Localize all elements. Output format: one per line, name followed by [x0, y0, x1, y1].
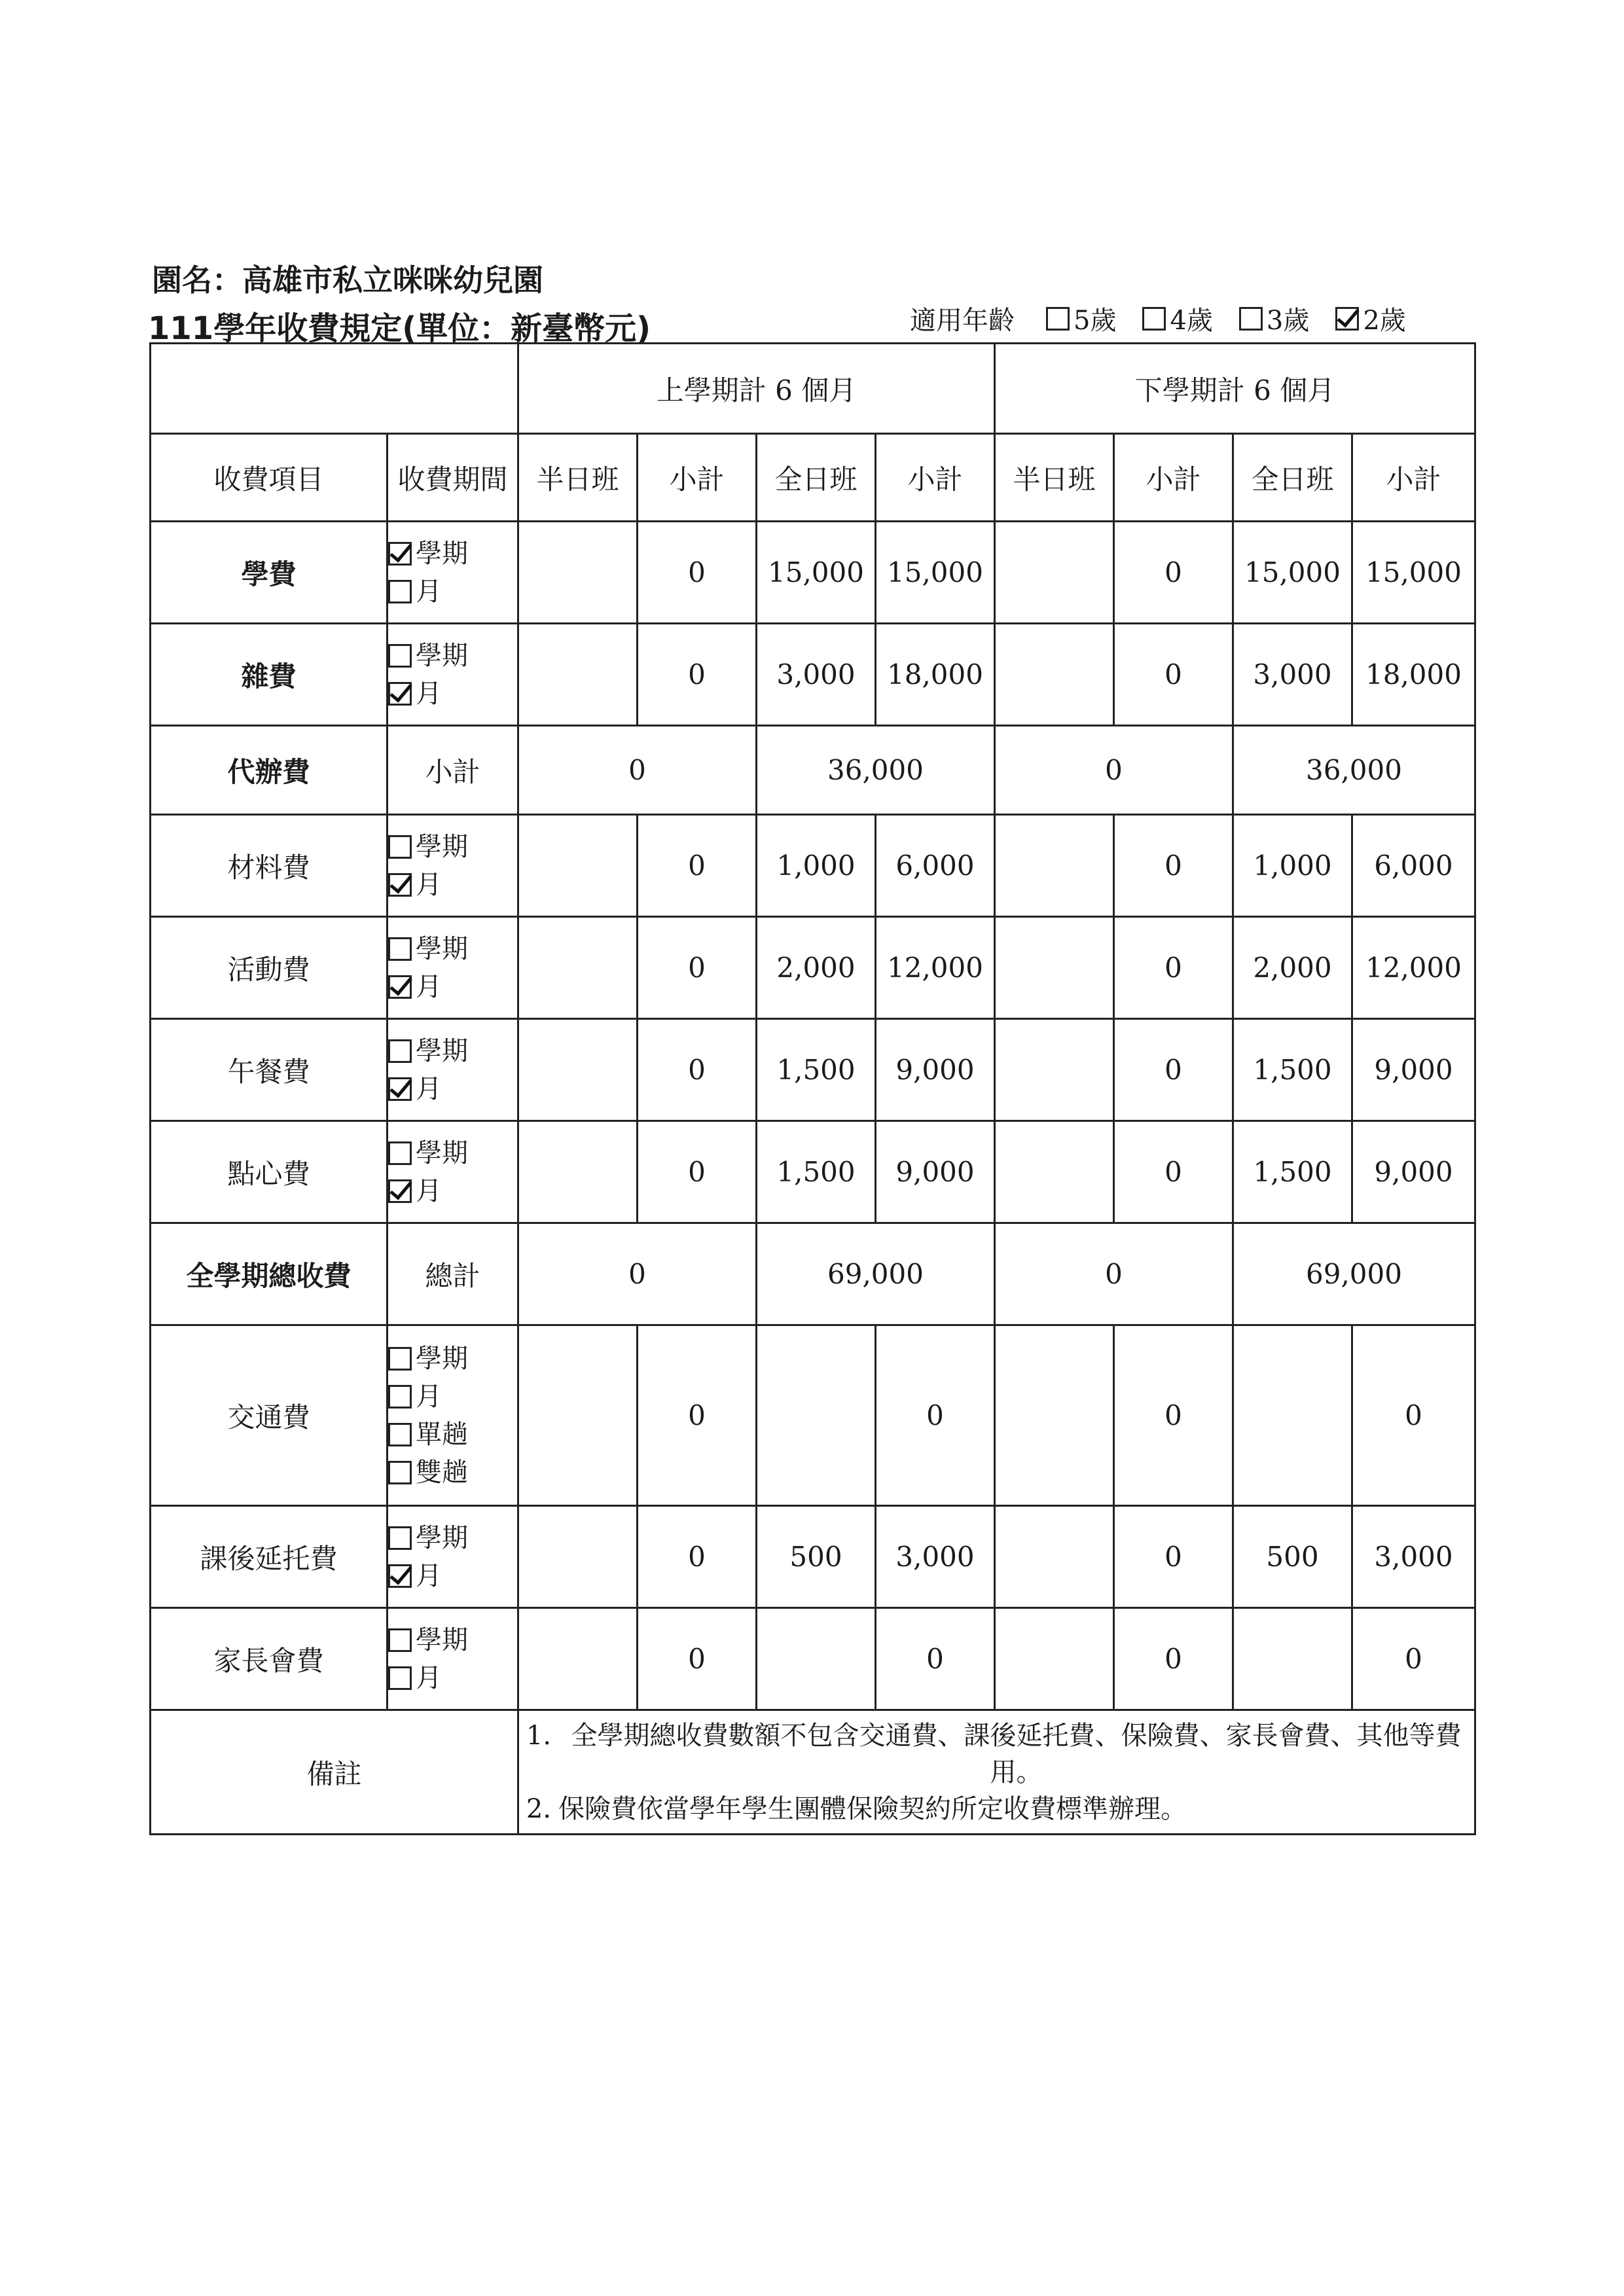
period-option[interactable]: 學期 [388, 637, 517, 675]
checkbox-icon[interactable] [1239, 307, 1263, 331]
checkbox-icon[interactable] [388, 682, 412, 706]
checkbox-icon[interactable] [388, 1385, 412, 1408]
fee-row-total [151, 1223, 1475, 1325]
applicable-age-group [910, 300, 1406, 337]
checkbox-icon[interactable] [388, 975, 412, 999]
period-option[interactable]: 雙趟 [388, 1454, 517, 1492]
period-header: 收費期間 [388, 434, 518, 522]
sem2-full-day: 1,500 [1233, 1019, 1352, 1121]
period-option[interactable]: 學期 [388, 828, 517, 866]
sem2-full-subtotal: 0 [1352, 1608, 1475, 1710]
sem1-full-day: 3,000 [757, 624, 876, 726]
sem2-full-subtotal: 9,000 [1352, 1019, 1475, 1121]
sem2-full-subtotal: 0 [1352, 1325, 1475, 1506]
corner-cell [151, 344, 518, 434]
sem2-full-subtotal: 9,000 [1352, 1121, 1475, 1223]
notes-label: 備註 [151, 1710, 518, 1835]
fee-period-options [388, 1506, 518, 1608]
checkbox-icon[interactable] [1142, 307, 1166, 331]
sem1-full-header: 全日班 [757, 434, 876, 522]
checkbox-icon[interactable] [388, 542, 412, 565]
sem1-half-day [518, 1121, 638, 1223]
fee-row-agency [151, 726, 1475, 815]
sem1-full-day [757, 1608, 876, 1710]
fee-item-name: 代辦費 [151, 726, 388, 815]
period-option[interactable]: 學期 [388, 1134, 517, 1172]
period-option[interactable]: 學期 [388, 1340, 517, 1378]
fee-item-name: 午餐費 [151, 1019, 388, 1121]
age-option-5[interactable]: 5歲 [1046, 300, 1116, 337]
sem2-full-subtotal: 6,000 [1352, 815, 1475, 917]
period-option[interactable]: 月 [388, 968, 517, 1006]
sem2-half-subtotal: 0 [1114, 624, 1233, 726]
period-option[interactable]: 學期 [388, 535, 517, 573]
checkbox-icon[interactable] [388, 1423, 412, 1446]
checkbox-icon[interactable] [388, 1141, 412, 1165]
age-option-2[interactable]: 2歲 [1335, 300, 1405, 337]
fee-row-snack [151, 1121, 1475, 1223]
fee-row-material [151, 815, 1475, 917]
sem1-full-subtotal: 3,000 [876, 1506, 995, 1608]
fee-row-parent [151, 1608, 1475, 1710]
sem2-half-total: 0 [995, 726, 1233, 815]
sem1-half-subtotal: 0 [638, 1608, 757, 1710]
sem1-full-day: 1,000 [757, 815, 876, 917]
sem1-half-day [518, 1325, 638, 1506]
checkbox-icon[interactable] [388, 1628, 412, 1652]
period-option[interactable]: 月 [388, 866, 517, 904]
sem2-full-day: 1,500 [1233, 1121, 1352, 1223]
note-item: 1. 全學期總收費數額不包含交通費、課後延托費、保險費、家長會費、其他等費用。 [526, 1720, 1462, 1787]
checkbox-icon[interactable] [388, 644, 412, 668]
period-option[interactable]: 月 [388, 1557, 517, 1595]
sem2-half-day [995, 815, 1114, 917]
sem1-half-header: 半日班 [518, 434, 638, 522]
sem1-full-total: 36,000 [757, 726, 995, 815]
checkbox-icon[interactable] [388, 1461, 412, 1484]
sem1-full-total: 69,000 [757, 1223, 995, 1325]
school-name: 園名：高雄市私立咪咪幼兒園 [152, 262, 543, 298]
checkbox-icon[interactable] [388, 1347, 412, 1371]
checkbox-icon[interactable] [388, 873, 412, 897]
summary-label: 總計 [388, 1223, 518, 1325]
sem1-full-subtotal: 9,000 [876, 1121, 995, 1223]
period-option[interactable]: 月 [388, 1070, 517, 1108]
sem2-full-total: 36,000 [1233, 726, 1475, 815]
sem2-full-subtotal: 18,000 [1352, 624, 1475, 726]
sem1-full-day: 1,500 [757, 1019, 876, 1121]
fee-item-name: 家長會費 [151, 1608, 388, 1710]
sem2-full-subtotal: 3,000 [1352, 1506, 1475, 1608]
period-option[interactable]: 學期 [388, 1032, 517, 1070]
sem1-half-day [518, 522, 638, 624]
age-label: 適用年齡 [910, 306, 1015, 336]
sem2-full-day: 15,000 [1233, 522, 1352, 624]
sem1-half-subtotal: 0 [638, 624, 757, 726]
checkbox-icon[interactable] [388, 835, 412, 859]
sem2-full-subtotal: 15,000 [1352, 522, 1475, 624]
fee-item-name: 交通費 [151, 1325, 388, 1506]
sem1-full-day: 15,000 [757, 522, 876, 624]
fee-row-tuition [151, 522, 1475, 624]
checkbox-icon[interactable] [388, 580, 412, 603]
fee-item-name: 學費 [151, 522, 388, 624]
sem2-half-header: 半日班 [995, 434, 1114, 522]
sem2-half-day [995, 1506, 1114, 1608]
checkbox-icon[interactable] [388, 1666, 412, 1690]
age-option-4[interactable]: 4歲 [1142, 300, 1212, 337]
sem1-full-subtotal: 0 [876, 1325, 995, 1506]
sem1-full-subtotal-header: 小計 [876, 434, 995, 522]
fee-item-name: 全學期總收費 [151, 1223, 388, 1325]
sem2-half-day [995, 1608, 1114, 1710]
fee-period-options [388, 1019, 518, 1121]
sem1-half-day [518, 624, 638, 726]
checkbox-icon[interactable] [388, 1526, 412, 1550]
checkbox-icon[interactable] [388, 1179, 412, 1203]
sem2-half-subtotal: 0 [1114, 1019, 1233, 1121]
sem1-full-day [757, 1325, 876, 1506]
checkbox-icon[interactable] [1046, 307, 1070, 331]
document-title: 111學年收費規定(單位：新臺幣元) [148, 310, 651, 347]
sem1-full-subtotal: 0 [876, 1608, 995, 1710]
fee-row-transport [151, 1325, 1475, 1506]
sem2-full-day: 2,000 [1233, 917, 1352, 1019]
period-option[interactable]: 月 [388, 1172, 517, 1210]
sem1-full-day: 500 [757, 1506, 876, 1608]
sem1-full-subtotal: 9,000 [876, 1019, 995, 1121]
checkbox-icon[interactable] [388, 1039, 412, 1063]
sem1-half-subtotal: 0 [638, 1121, 757, 1223]
sem2-full-header: 全日班 [1233, 434, 1352, 522]
sem1-half-subtotal: 0 [638, 1019, 757, 1121]
fee-row-lunch [151, 1019, 1475, 1121]
sem1-full-subtotal: 6,000 [876, 815, 995, 917]
period-option[interactable]: 學期 [388, 1519, 517, 1557]
sem2-full-subtotal: 12,000 [1352, 917, 1475, 1019]
sem2-half-day [995, 1019, 1114, 1121]
sem1-half-day [518, 1019, 638, 1121]
sem1-half-subtotal: 0 [638, 815, 757, 917]
age-option-3[interactable]: 3歲 [1239, 300, 1309, 337]
period-option[interactable]: 月 [388, 1659, 517, 1697]
fee-item-name: 材料費 [151, 815, 388, 917]
sem2-half-day [995, 1325, 1114, 1506]
fee-period-options [388, 522, 518, 624]
fee-period-options [388, 1121, 518, 1223]
fee-item-name: 課後延托費 [151, 1506, 388, 1608]
sem1-half-total: 0 [518, 726, 757, 815]
fee-row-afterschool [151, 1506, 1475, 1608]
sem2-half-subtotal: 0 [1114, 522, 1233, 624]
sem2-half-day [995, 624, 1114, 726]
sem1-full-day: 2,000 [757, 917, 876, 1019]
sem2-full-total: 69,000 [1233, 1223, 1475, 1325]
sem2-full-day [1233, 1325, 1352, 1506]
sem2-header: 下學期計 6 個月 [995, 344, 1475, 434]
sem1-half-subtotal: 0 [638, 917, 757, 1019]
fee-item-name: 活動費 [151, 917, 388, 1019]
sem1-half-day [518, 1608, 638, 1710]
sem1-half-subtotal: 0 [638, 1506, 757, 1608]
fee-period-options [388, 1325, 518, 1506]
sem2-full-subtotal-header: 小計 [1352, 434, 1475, 522]
sem2-half-day [995, 522, 1114, 624]
sem1-half-day [518, 917, 638, 1019]
period-option[interactable]: 月 [388, 573, 517, 611]
period-option[interactable]: 月 [388, 1378, 517, 1416]
sem2-half-total: 0 [995, 1223, 1233, 1325]
fee-table [149, 342, 1476, 1835]
fee-item-name: 點心費 [151, 1121, 388, 1223]
sem2-half-day [995, 1121, 1114, 1223]
item-header: 收費項目 [151, 434, 388, 522]
period-option[interactable]: 月 [388, 675, 517, 713]
period-option[interactable]: 學期 [388, 1621, 517, 1659]
sem1-full-day: 1,500 [757, 1121, 876, 1223]
fee-item-name: 雜費 [151, 624, 388, 726]
sem1-half-subtotal-header: 小計 [638, 434, 757, 522]
sem2-full-day: 500 [1233, 1506, 1352, 1608]
sem2-half-day [995, 917, 1114, 1019]
sem1-half-subtotal: 0 [638, 1325, 757, 1506]
checkbox-icon[interactable] [388, 1564, 412, 1588]
sem2-half-subtotal: 0 [1114, 1506, 1233, 1608]
sem1-half-day [518, 815, 638, 917]
notes-row [151, 1710, 1475, 1835]
sem2-half-subtotal-header: 小計 [1114, 434, 1233, 522]
sem1-header: 上學期計 6 個月 [518, 344, 995, 434]
period-option[interactable]: 學期 [388, 930, 517, 968]
checkbox-icon[interactable] [388, 937, 412, 961]
sem2-half-subtotal: 0 [1114, 815, 1233, 917]
checkbox-icon[interactable] [1335, 307, 1359, 331]
sem2-half-subtotal: 0 [1114, 1608, 1233, 1710]
sem1-half-subtotal: 0 [638, 522, 757, 624]
sem2-half-subtotal: 0 [1114, 1325, 1233, 1506]
sem1-half-day [518, 1506, 638, 1608]
summary-label: 小計 [388, 726, 518, 815]
fee-row-activity [151, 917, 1475, 1019]
sem2-half-subtotal: 0 [1114, 917, 1233, 1019]
note-item: 2. 保險費依當學年學生團體保險契約所定收費標準辦理。 [526, 1793, 1187, 1824]
sem2-full-day: 1,000 [1233, 815, 1352, 917]
sem2-full-day [1233, 1608, 1352, 1710]
checkbox-icon[interactable] [388, 1077, 412, 1101]
fee-row-misc [151, 624, 1475, 726]
sem1-full-subtotal: 15,000 [876, 522, 995, 624]
sem2-half-subtotal: 0 [1114, 1121, 1233, 1223]
fee-period-options [388, 815, 518, 917]
semester-header-row [151, 344, 1475, 434]
column-header-row [151, 434, 1475, 522]
sem1-full-subtotal: 18,000 [876, 624, 995, 726]
fee-period-options [388, 624, 518, 726]
sem1-full-subtotal: 12,000 [876, 917, 995, 1019]
notes-content [518, 1710, 1475, 1835]
period-option[interactable]: 單趟 [388, 1416, 517, 1454]
fee-period-options [388, 1608, 518, 1710]
sem1-half-total: 0 [518, 1223, 757, 1325]
sem2-full-day: 3,000 [1233, 624, 1352, 726]
fee-period-options [388, 917, 518, 1019]
